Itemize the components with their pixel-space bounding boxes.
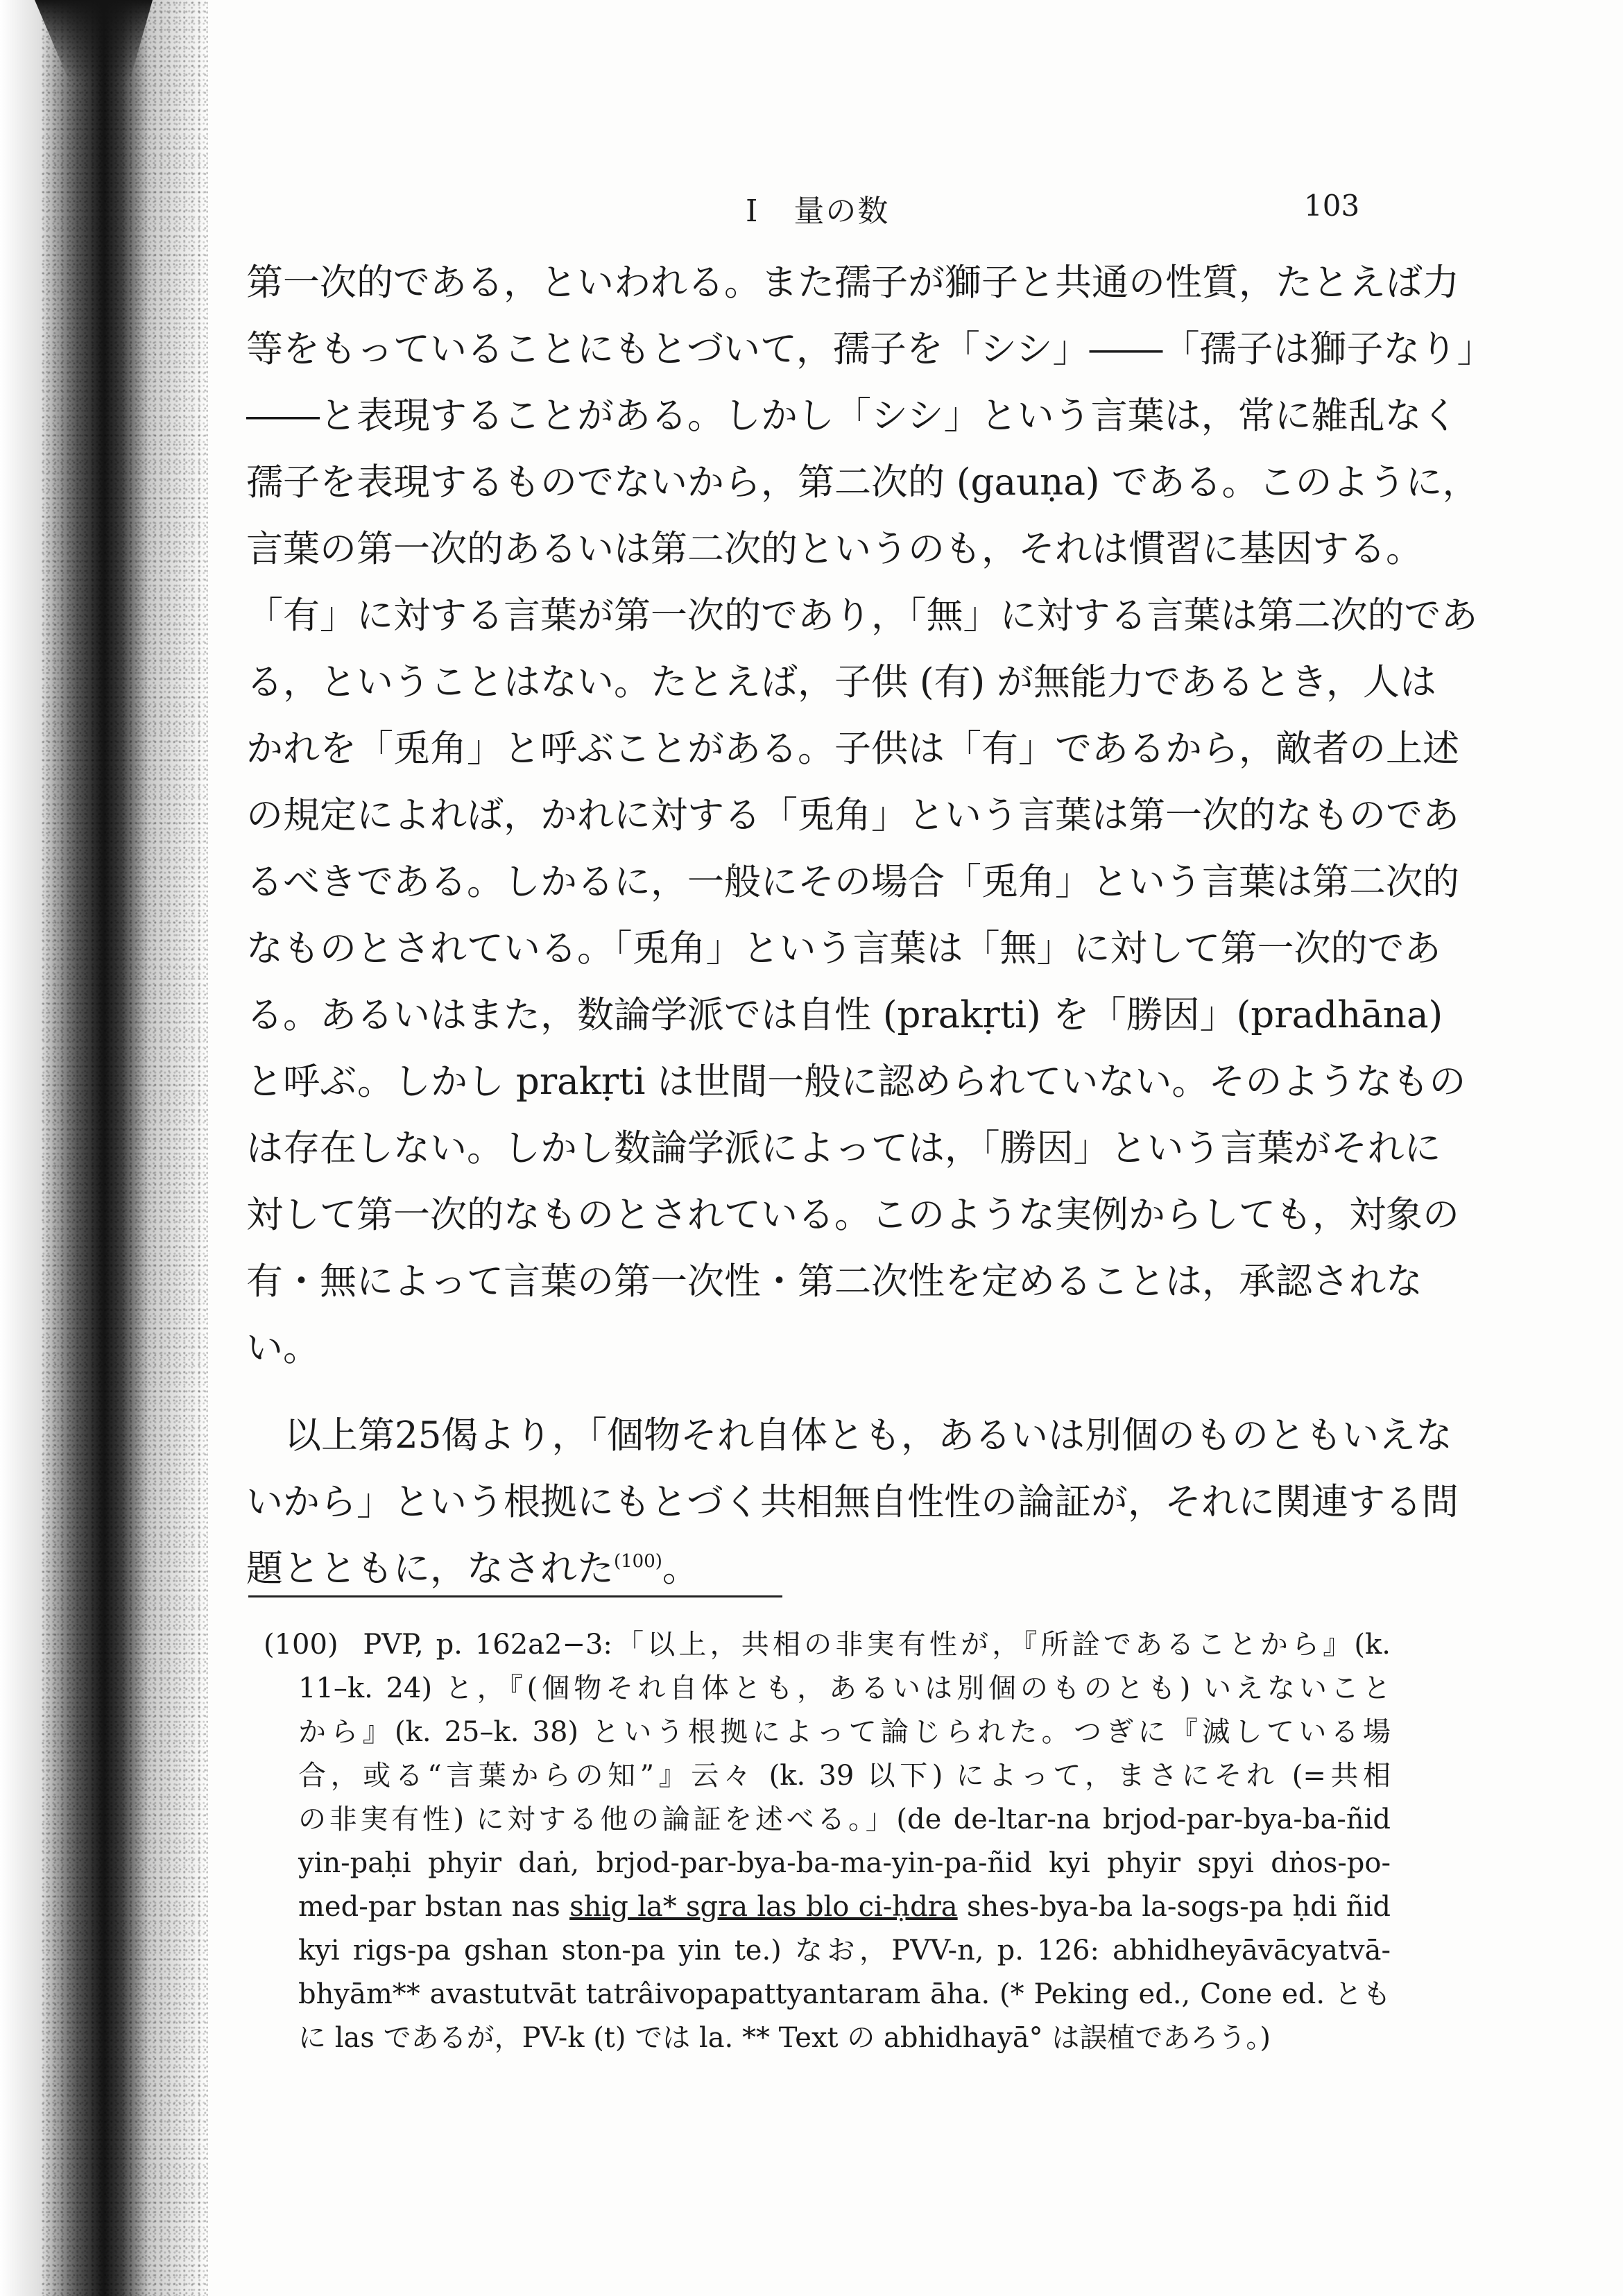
binding-noise bbox=[42, 0, 208, 2296]
text-line: 言葉の第一次的あるいは第二次的というのも，それは慣習に基因する。 bbox=[246, 528, 1423, 570]
footnote-line: bhyām** avastutvāt tatrâivopapattyantaram āha. (* Peking ed., Cone ed. とも bbox=[298, 1978, 1391, 2010]
chapter-title: 量の数 bbox=[793, 194, 890, 229]
text-line: 等をもっていることにもとづいて，孺子を「シシ」――「孺子は獅子なり」 bbox=[246, 328, 1494, 370]
text-line: 対して第一次的なものとされている。このような実例からしても，対象の bbox=[246, 1194, 1459, 1236]
text-line: なものとされている。「兎角」という言葉は「無」に対して第一次的であ bbox=[246, 927, 1441, 970]
text-line: 以上第25偈より，「個物それ自体とも，あるいは別個のものともいえな bbox=[284, 1414, 1452, 1457]
footnote-line: yin-paḥi phyir daṅ, brjod-par-bya-ba-ma-yin-pa-ñid kyi phyir spyi dṅos-po- bbox=[298, 1847, 1391, 1879]
footnote-line bbox=[264, 1885, 1391, 1929]
text-line: の規定によれば，かれに対する「兎角」という言葉は第一次的なものであ bbox=[246, 794, 1459, 837]
footnote-text: PVP, p. 162a2−3:「以上，共相の非実有性が，『所詮であることから』(k. bbox=[363, 1629, 1391, 1661]
text-line: 有・無によって言葉の第一次性・第二次性を定めることは，承認されな bbox=[246, 1260, 1423, 1303]
text-line: は存在しない。しかし数論学派によっては，「勝因」という言葉がそれに bbox=[246, 1127, 1441, 1170]
text-fragment: 題とともに，なされた bbox=[246, 1548, 614, 1590]
footnote-text: med-par bstan nas bbox=[298, 1891, 570, 1923]
text-line: かれを「兎角」と呼ぶことがある。子供は「有」であるから，敵者の上述 bbox=[246, 728, 1459, 770]
text-line: ――と表現することがある。しかし「シシ」という言葉は，常に雑乱なく bbox=[246, 395, 1459, 437]
text-line: と呼ぶ。しかし prakṛti は世間一般に認められていない。そのようなもの bbox=[246, 1061, 1466, 1103]
paragraph-gap bbox=[246, 1382, 1391, 1403]
footnote-line: 合，或る“言葉からの知”』云々 (k. 39 以下) によって，まさにそれ (=共相 bbox=[298, 1760, 1391, 1792]
footnote-line: から』(k. 25–k. 38) という根拠によって論じられた。つぎに『滅している場 bbox=[298, 1716, 1391, 1748]
text-line: る。あるいはまた，数論学派では自性 (prakṛti) を「勝因」(pradhāna) bbox=[246, 994, 1443, 1036]
underlined-text: shig la* sgra las blo ci-ḥdra bbox=[569, 1891, 958, 1923]
footnote-text: shes-bya-ba la-sogs-pa ḥdi ñid bbox=[957, 1891, 1391, 1923]
text-line: 「有」に対する言葉が第一次的であり，「無」に対する言葉は第二次的であ bbox=[246, 594, 1478, 637]
footnote-number: (100) bbox=[264, 1629, 338, 1661]
text-line: 孺子を表現するものでないから，第二次的 (gauṇa) である。このように， bbox=[246, 461, 1479, 504]
footnote-line: の非実有性) に対する他の論証を述べる。」(de de-ltar-na brjod-par-bya-ba-ñid bbox=[298, 1804, 1391, 1835]
text-line: る，ということはない。たとえば，子供 (有) が無能力であるとき，人は bbox=[246, 661, 1436, 703]
footnote-block bbox=[264, 1623, 1391, 2060]
footnote-line: に las であるが，PV-k (t) では la. ** Text の abhidhayā° は誤植であろう。) bbox=[298, 2022, 1271, 2054]
text-line-last bbox=[246, 1536, 1391, 1602]
text-line: いから」という根拠にもとづく共相無自性性の論証が，それに関連する問 bbox=[246, 1481, 1459, 1523]
footnote-reference: (100) bbox=[614, 1551, 662, 1572]
footnote-line: kyi rigs-pa gshan ston-pa yin te.) なお，PVV-n, p. 126: abhidheyāvācyatvā- bbox=[298, 1935, 1391, 1967]
main-text bbox=[246, 250, 1494, 1602]
text-line: るべきである。しかるに，一般にその場合「兎角」という言葉は第二次的 bbox=[246, 861, 1459, 903]
chapter-numeral: I bbox=[746, 194, 759, 229]
footnote-divider bbox=[248, 1595, 782, 1597]
footnote-line: 11–k. 24) と，『(個物それ自体とも，あるいは別個のものとも) いえないこと bbox=[298, 1672, 1391, 1704]
text-line: い。 bbox=[246, 1327, 320, 1369]
page-number: 103 bbox=[1304, 189, 1360, 223]
text-fragment: 。 bbox=[662, 1548, 699, 1590]
running-header bbox=[746, 186, 889, 230]
text-line: 第一次的である，といわれる。また孺子が獅子と共通の性質，たとえば力 bbox=[246, 262, 1459, 304]
footnote-line bbox=[264, 1623, 1391, 1667]
